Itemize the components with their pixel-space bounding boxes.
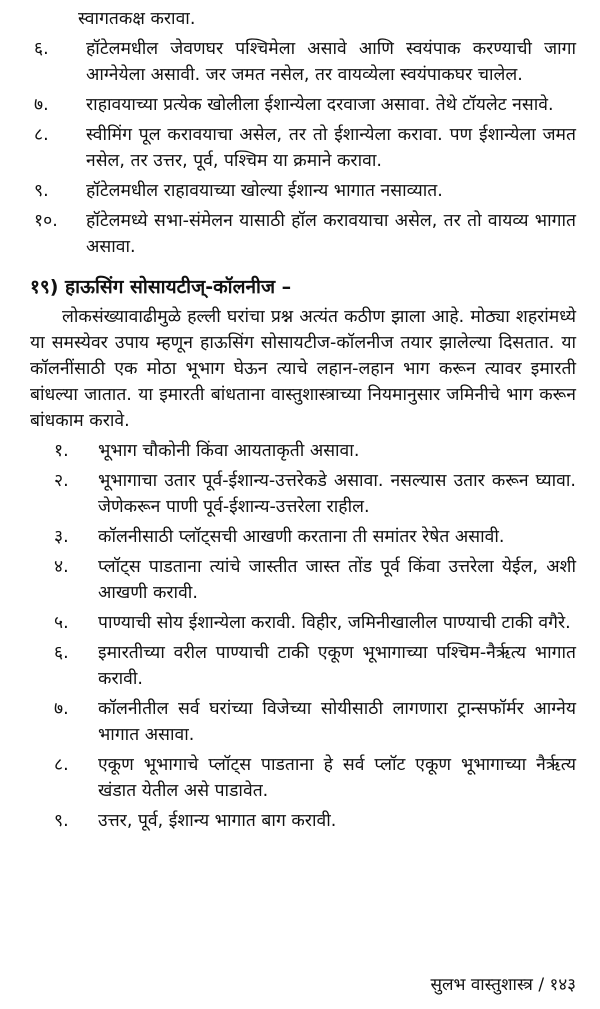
list-item [30, 36, 576, 88]
item-text: हॉटेलमध्ये सभा-संमेलन यासाठी हॉल करावयाचा असेल, तर तो वायव्य भागात असावा. [86, 211, 576, 257]
item-text: उत्तर, पूर्व, ईशान्य भागात बाग करावी. [98, 811, 337, 831]
list-item [30, 696, 576, 748]
list-item [30, 524, 576, 550]
item-number: ८. [54, 755, 69, 775]
item-number: ८. [34, 125, 49, 145]
item-text: इमारतीच्या वरील पाण्याची टाकी एकूण भूभागाच्या पश्चिम-नैर्ऋत्य भागात करावी. [98, 643, 576, 689]
list-item [30, 178, 576, 204]
item-text: पाण्याची सोय ईशान्येला करावी. विहीर, जमिनीखालील पाण्याची टाकी वगैरे. [98, 613, 571, 633]
list-item [30, 208, 576, 260]
item-text: एकूण भूभागाचे प्लॉट्स पाडताना हे सर्व प्लॉट एकूण भूभागाच्या नैर्ऋत्य खंडात येतील असे पाडावेत. [98, 755, 576, 801]
item-number: ९. [54, 811, 69, 831]
item-text: भूभागाचा उतार पूर्व-ईशान्य-उत्तरेकडे असावा. नसल्यास उतार करून घ्यावा. जेणेकरून पाणी पूर्व-ईशान्य-उत्तरेला राहील. [98, 471, 576, 517]
item-text: भूभाग चौकोनी किंवा आयताकृती असावा. [98, 441, 360, 461]
list-item [30, 438, 576, 464]
item-text: हॉटेलमधील राहावयाच्या खोल्या ईशान्य भागात नसाव्यात. [86, 181, 443, 201]
item-text: प्लॉट्स पाडताना त्यांचे जास्तीत जास्त तोंड पूर्व किंवा उत्तरेला येईल, अशी आखणी करावी. [98, 557, 576, 603]
item-text: कॉलनीसाठी प्लॉट्सची आखणी करताना ती समांतर रेषेत असावी. [98, 527, 505, 547]
item-number: १०. [34, 211, 58, 231]
item-number: ५. [54, 613, 69, 633]
item-number: २. [54, 471, 69, 491]
item-number: ६. [34, 39, 49, 59]
item-number: १. [54, 441, 69, 461]
hotel-rules-list [30, 36, 576, 260]
page-footer: सुलभ वास्तुशास्त्र / १४३ [430, 975, 576, 995]
item-number: ४. [54, 557, 69, 577]
item-text: राहावयाच्या प्रत्येक खोलीला ईशान्येला दरवाजा असावा. तेथे टॉयलेट नसावे. [86, 95, 554, 115]
continued-line: स्वागतकक्ष करावा. [78, 9, 196, 29]
list-item [30, 752, 576, 804]
item-number: ७. [54, 699, 69, 719]
list-item [30, 554, 576, 606]
list-item [30, 808, 576, 834]
list-item [30, 640, 576, 692]
item-number: ७. [34, 95, 49, 115]
list-item [30, 610, 576, 636]
list-item [30, 122, 576, 174]
section-heading: १९) हाऊसिंग सोसायटीज्-कॉलनीज – [30, 276, 292, 298]
page-body [30, 6, 576, 834]
colony-rules-list [30, 438, 576, 834]
item-text: स्वीमिंग पूल करावयाचा असेल, तर तो ईशान्येला करावा. पण ईशान्येला जमत नसेल, तर उत्तर, पूर्व, पश्चिम या क्रमाने करावा. [86, 125, 576, 171]
section-intro-paragraph: लोकसंख्यावाढीमुळे हल्ली घरांचा प्रश्न अत्यंत कठीण झाला आहे. मोठ्या शहरांमध्ये या समस्येवर उपाय म्हणून हाऊसिंग सोसायटीज-कॉलनीज तयार झालेल्या दिसतात. या कॉलनींसाठी एक मोठा भूभाग घेऊन त्याचे लहान-लहान भाग करून त्यावर इमारती बांधल्या जातात. या इमारती बांधताना वास्तुशास्त्राच्या नियमानुसार जमिनीचे भाग करून बांधकाम करावे. [30, 307, 576, 431]
item-number: ६. [54, 643, 69, 663]
list-item [30, 468, 576, 520]
list-item [30, 92, 576, 118]
item-number: ३. [54, 527, 69, 547]
item-text: कॉलनीतील सर्व घरांच्या विजेच्या सोयीसाठी लागणारा ट्रान्सफॉर्मर आग्नेय भागात असावा. [98, 699, 576, 745]
item-text: हॉटेलमधील जेवणघर पश्चिमेला असावे आणि स्वयंपाक करण्याची जागा आग्नेयेला असावी. जर जमत नसेल, तर वायव्येला स्वयंपाकघर चालेल. [86, 39, 576, 85]
item-number: ९. [34, 181, 49, 201]
